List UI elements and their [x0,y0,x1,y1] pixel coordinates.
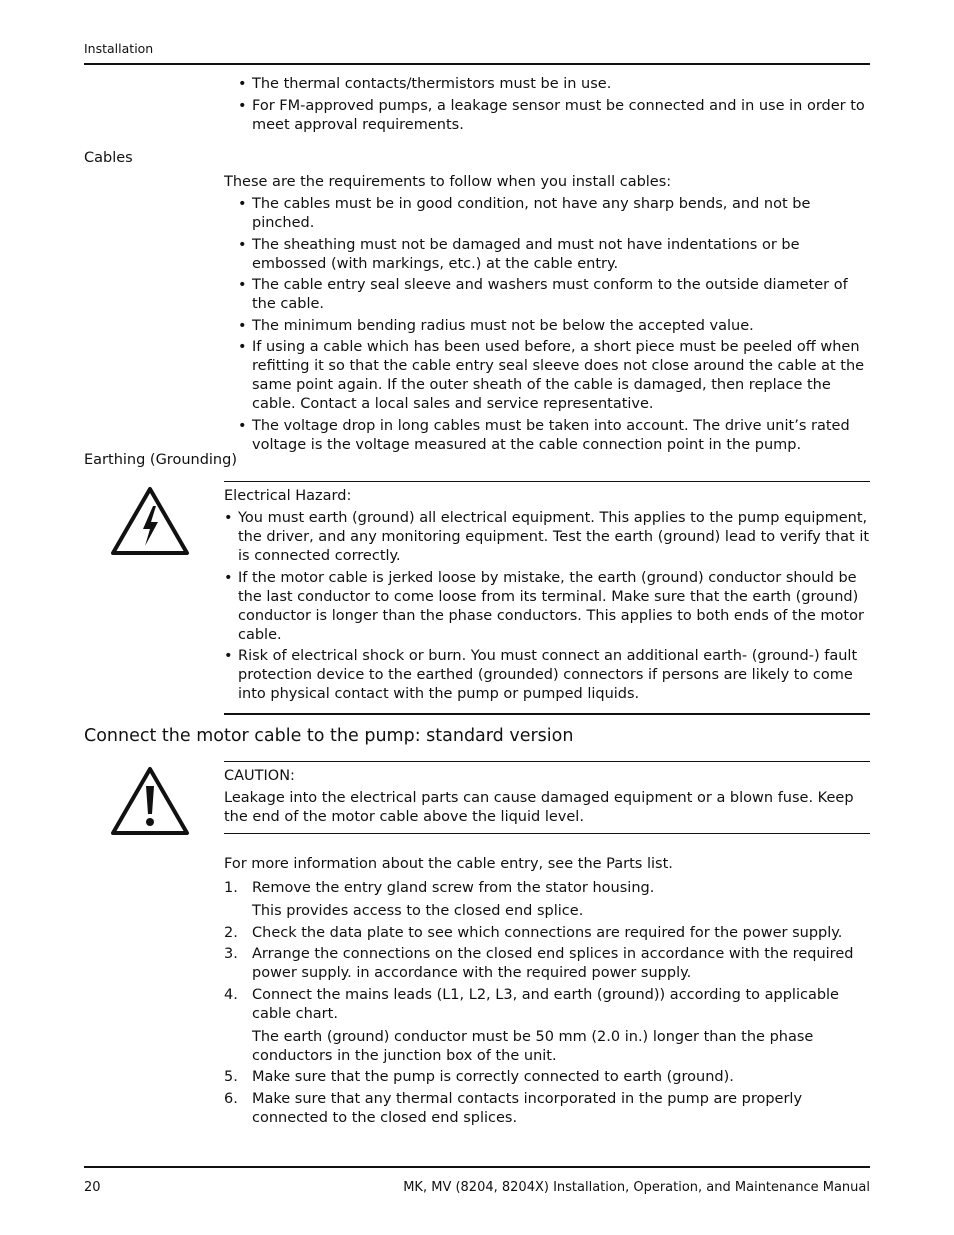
step-item [224,986,870,1066]
step-text: Remove the entry gland screw from the stator housing. [252,880,655,896]
step-item [224,879,870,921]
step-number: 6. [224,1090,238,1107]
earthing-heading: Earthing (Grounding) [84,452,237,468]
step-item [224,1068,870,1087]
list-item: • The thermal contacts/thermistors must be in use. [224,75,870,94]
list-item: • You must earth (ground) all electrical equipment. This applies to the pump equipment, the driver, and any monitoring equipment. Test the earth (ground) lead to verify that it is connected correctly. [224,509,870,566]
section-title: Connect the motor cable to the pump: standard version [84,726,574,746]
list-item: • Risk of electrical shock or burn. You must connect an additional earth- (ground-) fault protection device to the earthed (grounded) connectors if persons are likely to come into physical contact with the pump or pumped liquids. [224,647,870,704]
list-item: • If using a cable which has been used before, a short piece must be peeled off when refitting it so that the cable entry seal sleeve does not close around the cable at the same point again. If the outer sheath of the cable is damaged, then replace the cable. Contact a local sales and service representative. [224,338,870,414]
step-number: 2. [224,924,238,941]
list-item: • The cables must be in good condition, not have any sharp bends, and not be pinched. [224,195,870,233]
manual-title: MK, MV (8204, 8204X) Installation, Operation, and Maintenance Manual [403,1180,870,1195]
cables-section [224,173,870,457]
caution-label: CAUTION: [224,768,295,784]
cables-intro: These are the requirements to follow when you install cables: [224,174,672,190]
step-text: Make sure that any thermal contacts incorporated in the pump are properly connected to the closed end splices. [252,1090,803,1126]
step-item [224,945,870,983]
list-item: • If the motor cable is jerked loose by mistake, the earth (ground) conductor should be the last conductor to come loose from its terminal. Make sure that the earth (ground) conductor is longer than the phase conductors. This applies to both ends of the motor cable. [224,569,870,645]
list-item: • The minimum bending radius must not be below the accepted value. [224,317,870,336]
caution-box [224,761,870,834]
header-rule [84,63,870,65]
list-item: • For FM-approved pumps, a leakage sensor must be connected and in use in order to meet approval requirements. [224,97,870,135]
intro-bullets [224,75,870,137]
step-text: Check the data plate to see which connections are required for the power supply. [252,924,843,941]
list-item: • The cable entry seal sleeve and washers must conform to the outside diameter of the cable. [224,276,870,314]
step-text: Make sure that the pump is correctly connected to earth (ground). [252,1069,734,1085]
motor-cable-intro: For more information about the cable entry, see the Parts list. [224,856,673,872]
step-number: 3. [224,946,238,962]
caution-icon [110,766,190,836]
electrical-hazard-box [224,481,870,715]
step-result: This provides access to the closed end splice. [252,903,584,919]
footer-rule [84,1166,870,1168]
step-number: 4. [224,986,238,1003]
step-item [224,1090,870,1128]
step-result: The earth (ground) conductor must be 50 mm (2.0 in.) longer than the phase conductors in the junction box of the unit. [252,1028,814,1064]
hazard-label: Electrical Hazard: [224,488,352,504]
cables-heading: Cables [84,150,133,166]
step-text: Arrange the connections on the closed end splices in accordance with the required power supply. in accordance with the required power supply. [252,946,854,981]
step-text: Connect the mains leads (L1, L2, L3, and earth (ground)) according to applicable cable chart. [252,986,839,1022]
step-item [224,924,870,943]
list-item: • The sheathing must not be damaged and must not have indentations or be embossed (with markings, etc.) at the cable entry. [224,236,870,274]
step-number: 5. [224,1069,238,1085]
list-item: • The voltage drop in long cables must be taken into account. The drive unit’s rated voltage is the voltage measured at the cable connection point in the pump. [224,417,870,455]
motor-cable-instructions [224,855,870,1130]
page-number: 20 [84,1180,101,1195]
caution-text: Leakage into the electrical parts can cause damaged equipment or a blown fuse. Keep the end of the motor cable above the liquid level. [224,790,854,825]
running-head: Installation [84,41,154,56]
step-number: 1. [224,880,238,896]
electrical-hazard-icon [110,486,190,556]
